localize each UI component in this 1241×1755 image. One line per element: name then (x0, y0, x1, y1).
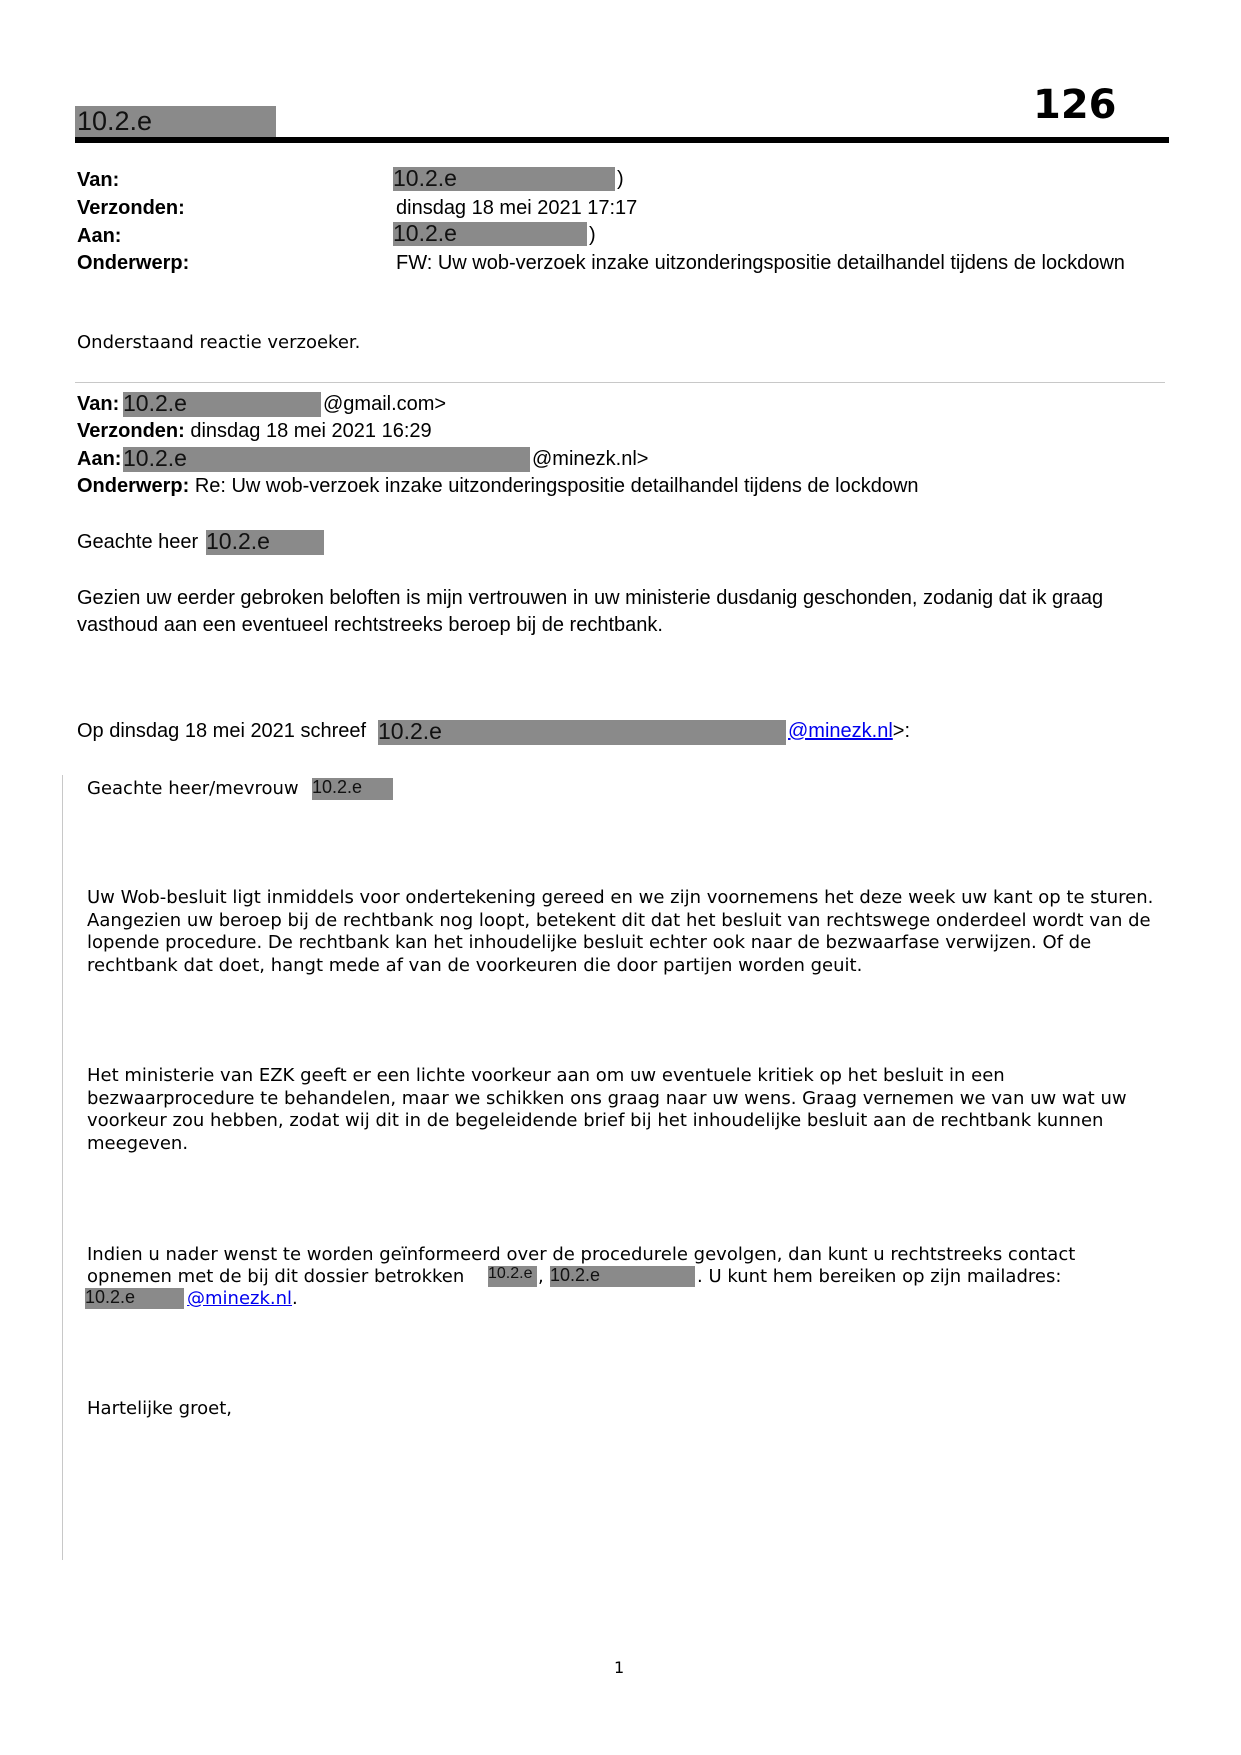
fwd-wrote-prefix: Op dinsdag 18 mei 2021 schreef (77, 720, 367, 742)
quote-mail-link[interactable]: @minezk.nl (187, 1288, 293, 1309)
quote-redaction-c: 10.2.e (85, 1288, 184, 1309)
top-sent-label: Verzonden: (77, 197, 185, 219)
fwd-body-line1: Gezien uw eerder gebroken beloften is mijn vertrouwen in uw ministerie dusdanig geschonden, zodanig dat ik graag (77, 587, 1104, 609)
top-sent-value: dinsdag 18 mei 2021 17:17 (396, 197, 638, 219)
fwd-from-redaction: 10.2.e (123, 392, 321, 417)
separator-line (75, 382, 1165, 383)
intro-text: Onderstaand reactie verzoeker. (77, 332, 361, 353)
quote-paragraph-3-prefix: opnemen met de bij dit dossier betrokken (87, 1266, 465, 1287)
top-to-label: Aan: (77, 225, 122, 247)
quote-greeting: Geachte heer/mevrouw (87, 778, 299, 799)
page-number: 1 (614, 1658, 625, 1677)
fwd-to-redaction: 10.2.e (123, 447, 530, 472)
fwd-to-suffix: @minezk.nl> (532, 448, 649, 470)
quote-greeting-redaction: 10.2.e (312, 778, 393, 800)
fwd-sent-label: Verzonden: (77, 420, 185, 442)
quote-comma: , (538, 1266, 544, 1287)
header-redaction: 10.2.e (75, 106, 276, 139)
fwd-body-line2: vasthoud aan een eventueel rechtstreeks beroep bij de rechtbank. (77, 614, 663, 636)
top-to-suffix: ) (589, 224, 596, 246)
quote-paragraph-3-suffix: . U kunt hem bereiken op zijn mailadres: (697, 1266, 1062, 1287)
fwd-subject-line (77, 475, 919, 498)
fwd-to-label: Aan: (77, 448, 122, 470)
fwd-subject-label: Onderwerp: (77, 475, 190, 497)
top-from-label: Van: (77, 169, 120, 191)
fwd-from-suffix: @gmail.com> (323, 393, 447, 415)
top-subject-value: FW: Uw wob-verzoek inzake uitzonderingspositie detailhandel tijdens de lockdown (396, 252, 1125, 274)
quote-mail-line (187, 1288, 298, 1309)
fwd-to-line (77, 448, 121, 471)
fwd-sent-value: dinsdag 18 mei 2021 16:29 (190, 420, 432, 442)
fwd-sent-line (77, 420, 432, 443)
top-to-redaction: 10.2.e (393, 222, 587, 246)
quote-redaction-b: 10.2.e (550, 1266, 695, 1287)
top-subject-label: Onderwerp: (77, 252, 190, 274)
fwd-greeting-redaction: 10.2.e (206, 530, 324, 555)
fwd-wrote-tail (788, 720, 910, 743)
quote-paragraph-2: Het ministerie van EZK geeft er een lichte voorkeur aan om uw eventuele kritiek op het besluit in een bezwaarprocedure te behandelen, maar we schikken ons graag naar uw wens. Graag vernemen we van uw wat uw voorkeur zou hebben, zodat wij dit in de begeleidende brief bij het inhoudelijke besluit aan de rechtbank kunnen meegeven. (87, 1065, 1127, 1154)
quote-bar (62, 775, 63, 1560)
fwd-from-line (77, 393, 119, 416)
quote-paragraph-1: Uw Wob-besluit ligt inmiddels voor ondertekening gereed en we zijn voornemens het deze week uw kant op te sturen. Aangezien uw beroep bij de rechtbank nog loopt, betekent dit dat het besluit van rechtswege onderdeel wordt van de lopende procedure. De rechtbank kan het inhoudelijke besluit echter ook naar de bezwaarfase verwijzen. Of de rechtbank dat doet, hangt mede af van de voorkeuren die door partijen worden geuit. (87, 887, 1154, 976)
fwd-from-label: Van: (77, 393, 120, 415)
quote-paragraph-3-line1: Indien u nader wenst te worden geïnformeerd over de procedurele gevolgen, dan kunt u rechtstreeks contact (87, 1244, 1076, 1265)
fwd-subject-value: Re: Uw wob-verzoek inzake uitzonderingspositie detailhandel tijdens de lockdown (194, 475, 919, 497)
fwd-wrote-link[interactable]: @minezk.nl (788, 720, 893, 742)
top-from-redaction: 10.2.e (393, 167, 615, 191)
header-rule (75, 137, 1169, 143)
quote-redaction-a: 10.2.e (488, 1266, 537, 1287)
fwd-wrote-suffix: >: (892, 720, 911, 742)
quote-closing: Hartelijke groet, (87, 1398, 232, 1419)
fwd-greeting: Geachte heer (77, 531, 199, 553)
top-from-suffix: ) (617, 168, 624, 190)
fwd-wrote-redaction: 10.2.e (378, 720, 786, 745)
quote-mail-end: . (292, 1288, 298, 1309)
page-badge: 126 (1033, 82, 1117, 128)
